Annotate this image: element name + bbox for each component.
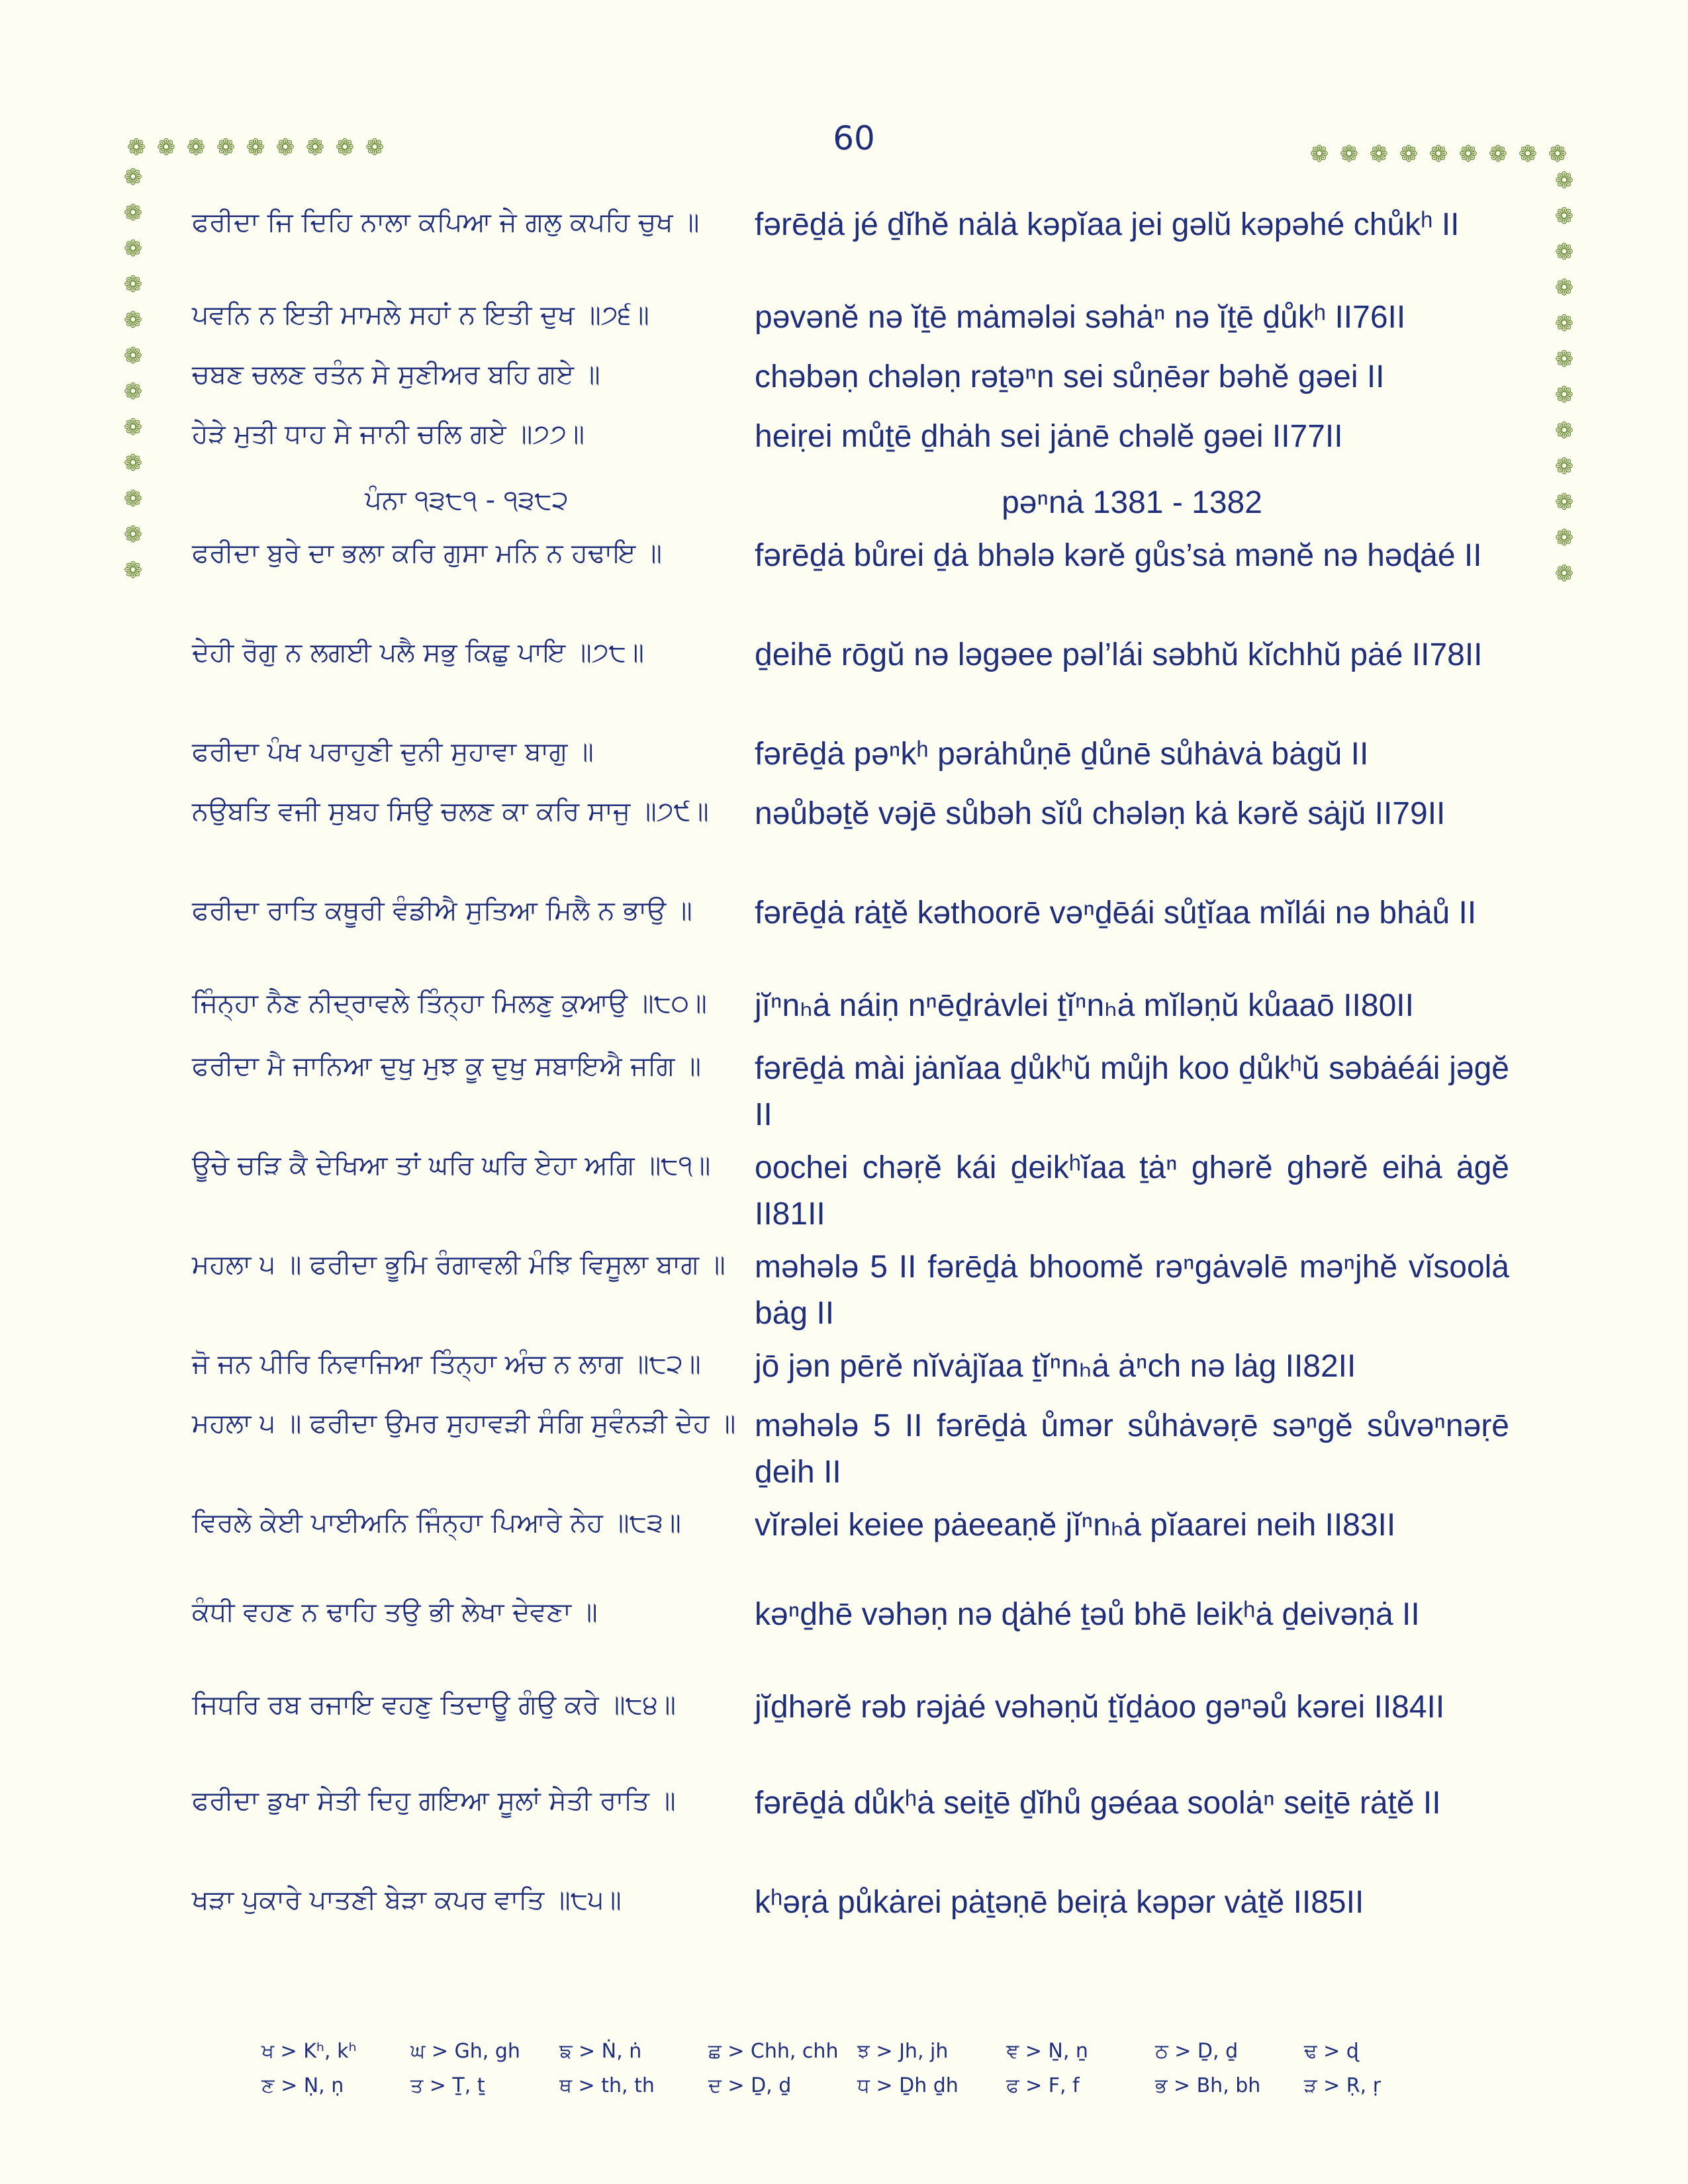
transliteration-text: fərēḏȧ bůrei ḏȧ bhələ kərĕ gůs’sȧ mənĕ nə həɖȧé II xyxy=(755,538,1482,573)
legend-item: ਢ > ɖ xyxy=(1304,2040,1359,2063)
legend-item: ਖ > Kʰ, kʰ xyxy=(261,2040,357,2063)
flower-ornament-icon: ❁ xyxy=(1554,525,1574,551)
gurmukhi-text: ਫਰੀਦਾ ਡੁਖਾ ਸੇਤੀ ਦਿਹੁ ਗਇਆ ਸੂਲਾਂ ਸੇਤੀ ਰਾਤਿ ॥ xyxy=(192,1786,676,1816)
gurmukhi-text: ਖੜਾ ਪੁਕਾਰੇ ਪਾਤਣੀ ਬੇੜਾ ਕਪਰ ਵਾਤਿ ॥੮੫॥ xyxy=(192,1885,622,1915)
flower-ornament-icon: ❁ xyxy=(156,134,176,161)
right-ornament-column xyxy=(1552,169,1576,586)
flower-ornament-icon: ❁ xyxy=(1554,310,1574,337)
transliteration-text: məhələ 5 II fərēḏȧ ůmər sůhȧvəṛē səⁿgĕ sůvəⁿnəṛē ḏeih II xyxy=(755,1408,1509,1490)
transliteration-text: fərēḏȧ jé ḏĭhĕ nȧlȧ kəpĭaa jei gəlŭ kəpəhé chůkʰ II xyxy=(755,207,1460,242)
flower-ornament-icon: ❁ xyxy=(1399,141,1419,167)
transliteration-text: fərēḏȧ pəⁿkʰ pərȧhůṇē ḏůnē sůhȧvȧ bȧgŭ II xyxy=(755,737,1369,772)
flower-ornament-icon: ❁ xyxy=(123,379,143,405)
page-reference-line xyxy=(192,480,1529,526)
flower-ornament-icon: ❁ xyxy=(126,134,146,161)
transliteration-legend-row xyxy=(261,2038,1453,2065)
verse-line xyxy=(192,731,1529,778)
transliteration-text: jō jən pērĕ nĭvȧjĭaa ṯĭⁿnₕȧ ȧⁿch nə lȧg II82II xyxy=(755,1349,1356,1384)
flower-ornament-icon: ❁ xyxy=(123,164,143,191)
top-left-ornament-row xyxy=(124,136,387,159)
legend-item: ਥ > th, th xyxy=(559,2074,655,2097)
flower-ornament-icon: ❁ xyxy=(123,271,143,298)
transliteration-text: fərēḏȧ mài jȧnĭaa ḏůkʰŭ můjh koo ḏůkʰŭ səbȧéái jəgĕ II xyxy=(755,1051,1509,1132)
gurmukhi-text: ਮਹਲਾ ੫ ॥ ਫਰੀਦਾ ਭੂਮਿ ਰੰਗਾਵਲੀ ਮੰਝਿ ਵਿਸੂਲਾ ਬਾਗ ॥ xyxy=(192,1250,726,1280)
transliteration-text: heiṛei můṯē ḏhȧh sei jȧnē chəlĕ gəei II77II xyxy=(755,419,1343,454)
legend-item: ਞ > Ṉ, ṉ xyxy=(1006,2040,1088,2063)
gurmukhi-text: ਫਰੀਦਾ ਜਿ ਦਿਹਿ ਨਾਲਾ ਕਪਿਆ ਜੇ ਗਲੁ ਕਪਹਿ ਚੁਖ ॥ xyxy=(192,207,700,238)
page-number: 60 xyxy=(833,119,875,158)
transliteration-text: vĭrəlei keiee pȧeeaṇĕ jĭⁿnₕȧ pĭaarei neih II83II xyxy=(755,1508,1396,1543)
legend-item: ਙ > Ṅ, ṅ xyxy=(559,2040,642,2063)
flower-ornament-icon: ❁ xyxy=(1339,141,1359,167)
legend-item: ਭ > Bh, bh xyxy=(1155,2074,1261,2097)
legend-item: ਣ > Ṇ, ṇ xyxy=(261,2074,344,2097)
verse-line xyxy=(192,791,1529,837)
flower-ornament-icon: ❁ xyxy=(1548,141,1568,167)
flower-ornament-icon: ❁ xyxy=(1554,418,1574,444)
transliteration-text: fərēḏȧ důkʰȧ seiṯē ḏĭhů gəéaa soolȧⁿ seiṯē rȧṯĕ II xyxy=(755,1786,1441,1821)
transliteration-text: kʰəṛȧ půkȧrei pȧṯəṇē beiṛȧ kəpər vȧṯĕ II85II xyxy=(755,1885,1364,1920)
gurmukhi-text: ਜਿੰਨ੍ਹਾ ਨੈਣ ਨੀਦ੍ਰਾਵਲੇ ਤਿੰਨ੍ਹਾ ਮਿਲਣੁ ਕੁਆਉ ॥੮੦॥ xyxy=(192,988,707,1019)
gurmukhi-text: ਜੋ ਜਨ ਪੀਰਿ ਨਿਵਾਜਿਆ ਤਿੰਨ੍ਹਾ ਅੰਚ ਨ ਲਾਗ ॥੮੨॥ xyxy=(192,1349,701,1379)
flower-ornament-icon: ❁ xyxy=(1309,141,1329,167)
legend-item: ਦ > Ḏ, ḏ xyxy=(708,2074,792,2097)
verse-line xyxy=(192,414,1529,460)
legend-item: ਘ > Gh, gh xyxy=(410,2040,520,2063)
gurmukhi-text: ਫਰੀਦਾ ਪੰਖ ਪਰਾਹੁਣੀ ਦੁਨੀ ਸੁਹਾਵਾ ਬਾਗੁ ॥ xyxy=(192,737,594,767)
transliteration-legend-row xyxy=(261,2073,1453,2099)
verse-line xyxy=(192,632,1529,678)
transliteration-text: oochei chəṛĕ kái ḏeikʰĭaa ṯȧⁿ ghərĕ ghərĕ eihȧ ȧgĕ II81II xyxy=(755,1150,1509,1232)
page-reference-gurmukhi: ਪੰਨਾ ੧੩੮੧ - ੧੩੮੨ xyxy=(365,485,569,516)
gurmukhi-text: ਮਹਲਾ ੫ ॥ ਫਰੀਦਾ ਉਮਰ ਸੁਹਾਵੜੀ ਸੰਗਿ ਸੁਵੰਨੜੀ ਦੇਹ ॥ xyxy=(192,1408,736,1439)
flower-ornament-icon: ❁ xyxy=(1429,141,1448,167)
verse-line xyxy=(192,533,1529,579)
verse-line xyxy=(192,1046,1529,1138)
flower-ornament-icon: ❁ xyxy=(123,557,143,584)
flower-ornament-icon: ❁ xyxy=(1488,141,1508,167)
flower-ornament-icon: ❁ xyxy=(1554,382,1574,408)
flower-ornament-icon: ❁ xyxy=(123,486,143,512)
gurmukhi-text: ਚਬਣ ਚਲਣ ਰਤੰਨ ਸੇ ਸੁਣੀਅਰ ਬਹਿ ਗਏ ॥ xyxy=(192,359,600,390)
transliteration-text: ḏeihē rōgŭ nə ləgəee pəl’lái səbhŭ kĭchhŭ pȧé II78II xyxy=(755,637,1483,672)
gurmukhi-text: ਊਚੇ ਚੜਿ ਕੈ ਦੇਖਿਆ ਤਾਂ ਘਰਿ ਘਰਿ ਏਹਾ ਅਗਿ ॥੮੧॥ xyxy=(192,1150,711,1181)
transliteration-text: pəvənĕ nə ĭṯē mȧmələi səhȧⁿ nə ĭṯē ḏůkʰ II76II xyxy=(755,300,1406,335)
transliteration-text: nəůbəṯĕ vəjē sůbəh sĭů chələṇ kȧ kərĕ sȧjŭ II79II xyxy=(755,796,1446,831)
flower-ornament-icon: ❁ xyxy=(216,134,236,161)
verse-line xyxy=(192,1343,1529,1390)
legend-item: ੜ > Ṛ, ṛ xyxy=(1304,2074,1382,2097)
legend-item: ਤ > Ṯ, ṯ xyxy=(410,2074,485,2097)
verse-line xyxy=(192,983,1529,1029)
transliteration-text: fərēḏȧ rȧṯĕ kəthoorē vəⁿḏēái sůṯĭaa mĭlái nə bhȧů II xyxy=(755,895,1477,931)
gurmukhi-text: ਜਿਧਰਿ ਰਬ ਰਜਾਇ ਵਹਣੁ ਤਿਦਾਊ ਗੰਉ ਕਰੇ ॥੮੪॥ xyxy=(192,1690,676,1720)
verse-line xyxy=(192,295,1529,341)
top-right-ornament-row xyxy=(1307,142,1570,166)
gurmukhi-text: ਫਰੀਦਾ ਮੈ ਜਾਨਿਆ ਦੁਖੁ ਮੁਝ ਕੂ ਦੁਖੁ ਸਬਾਇਐ ਜਗਿ ॥ xyxy=(192,1051,701,1081)
verse-line xyxy=(192,1244,1529,1337)
legend-item: ਛ > Chh, chh xyxy=(708,2040,839,2063)
flower-ornament-icon: ❁ xyxy=(1518,141,1538,167)
flower-ornament-icon: ❁ xyxy=(123,200,143,226)
verse-line xyxy=(192,354,1529,400)
flower-ornament-icon: ❁ xyxy=(246,134,265,161)
verse-line xyxy=(192,1780,1529,1827)
flower-ornament-icon: ❁ xyxy=(1554,453,1574,480)
flower-ornament-icon: ❁ xyxy=(1554,346,1574,373)
legend-item: ਧ > Ḏh ḏh xyxy=(857,2074,959,2097)
flower-ornament-icon: ❁ xyxy=(1554,561,1574,587)
transliteration-text: kəⁿḏhē vəhəṇ nə ɖȧhé ṯəů bhē leikʰȧ ḏeivəṇȧ II xyxy=(755,1597,1420,1632)
gurmukhi-text: ਫਰੀਦਾ ਬੁਰੇ ਦਾ ਭਲਾ ਕਰਿ ਗੁਸਾ ਮਨਿ ਨ ਹਢਾਇ ॥ xyxy=(192,538,662,569)
flower-ornament-icon: ❁ xyxy=(1458,141,1478,167)
gurmukhi-text: ਕੰਧੀ ਵਹਣ ਨ ਢਾਹਿ ਤਉ ਭੀ ਲੇਖਾ ਦੇਵਣਾ ॥ xyxy=(192,1597,598,1627)
gurmukhi-text: ਦੇਹੀ ਰੋਗੁ ਨ ਲਗਈ ਪਲੈ ਸਭੁ ਕਿਛੁ ਪਾਇ ॥੭੮॥ xyxy=(192,637,644,668)
verse-line xyxy=(192,1403,1529,1496)
verse-line xyxy=(192,202,1529,248)
verse-line xyxy=(192,1684,1529,1731)
flower-ornament-icon: ❁ xyxy=(1554,167,1574,194)
flower-ornament-icon: ❁ xyxy=(123,414,143,441)
legend-item: ਝ > Jh, jh xyxy=(857,2040,949,2063)
transliteration-text: chəbəṇ chələṇ rəṯəⁿn sei sůṇēər bəhĕ gəei II xyxy=(755,359,1385,394)
transliteration-text: jĭⁿnₕȧ náiṇ nⁿēḏrȧvlei ṯĭⁿnₕȧ mĭləṇŭ kůaaō II80II xyxy=(755,988,1414,1023)
flower-ornament-icon: ❁ xyxy=(1554,203,1574,230)
flower-ornament-icon: ❁ xyxy=(1369,141,1389,167)
gurmukhi-text: ਵਿਰਲੇ ਕੇਈ ਪਾਈਅਨਿ ਜਿੰਨ੍ਹਾ ਪਿਆਰੇ ਨੇਹ ॥੮੩॥ xyxy=(192,1508,681,1538)
flower-ornament-icon: ❁ xyxy=(123,307,143,334)
verse-line xyxy=(192,890,1529,936)
gurmukhi-text: ਫਰੀਦਾ ਰਾਤਿ ਕਥੂਰੀ ਵੰਡੀਐ ਸੁਤਿਆ ਮਿਲੈ ਨ ਭਾਉ ॥ xyxy=(192,895,692,926)
flower-ornament-icon: ❁ xyxy=(335,134,355,161)
transliteration-text: məhələ 5 II fərēḏȧ bhoomĕ rəⁿgȧvəlē məⁿjhĕ vĭsoolȧ bȧg II xyxy=(755,1250,1509,1331)
legend-item: ਠ > Ḏ, ḏ xyxy=(1155,2040,1239,2063)
flower-ornament-icon: ❁ xyxy=(275,134,295,161)
gurmukhi-text: ਨਉਬਤਿ ਵਜੀ ਸੁਬਹ ਸਿਉ ਚਲਣ ਕਾ ਕਰਿ ਸਾਜੁ ॥੭੯॥ xyxy=(192,796,709,827)
flower-ornament-icon: ❁ xyxy=(123,522,143,548)
transliteration-text: jĭḏhərĕ rəb rəjȧé vəhəṇŭ ṯĭḏȧoo gəⁿəů kərei II84II xyxy=(755,1690,1445,1725)
page-reference-roman: pəⁿnȧ 1381 - 1382 xyxy=(1002,485,1262,520)
flower-ornament-icon: ❁ xyxy=(1554,275,1574,301)
left-ornament-column xyxy=(121,165,145,582)
verse-line xyxy=(192,1880,1529,1926)
flower-ornament-icon: ❁ xyxy=(123,450,143,477)
flower-ornament-icon: ❁ xyxy=(123,236,143,262)
gurmukhi-text: ਪਵਨਿ ਨ ਇਤੀ ਮਾਮਲੇ ਸਹਾਂ ਨ ਇਤੀ ਦੁਖ ॥੭੬॥ xyxy=(192,300,649,330)
verse-line xyxy=(192,1145,1529,1238)
flower-ornament-icon: ❁ xyxy=(305,134,325,161)
flower-ornament-icon: ❁ xyxy=(365,134,385,161)
verse-line xyxy=(192,1592,1529,1638)
flower-ornament-icon: ❁ xyxy=(1554,239,1574,265)
verse-line xyxy=(192,1502,1529,1549)
flower-ornament-icon: ❁ xyxy=(123,343,143,369)
flower-ornament-icon: ❁ xyxy=(1554,489,1574,516)
legend-item: ਫ > F, f xyxy=(1006,2074,1080,2097)
flower-ornament-icon: ❁ xyxy=(186,134,206,161)
gurmukhi-text: ਹੇੜੇ ਮੁਤੀ ਧਾਹ ਸੇ ਜਾਨੀ ਚਲਿ ਗਏ ॥੭੭॥ xyxy=(192,419,585,449)
